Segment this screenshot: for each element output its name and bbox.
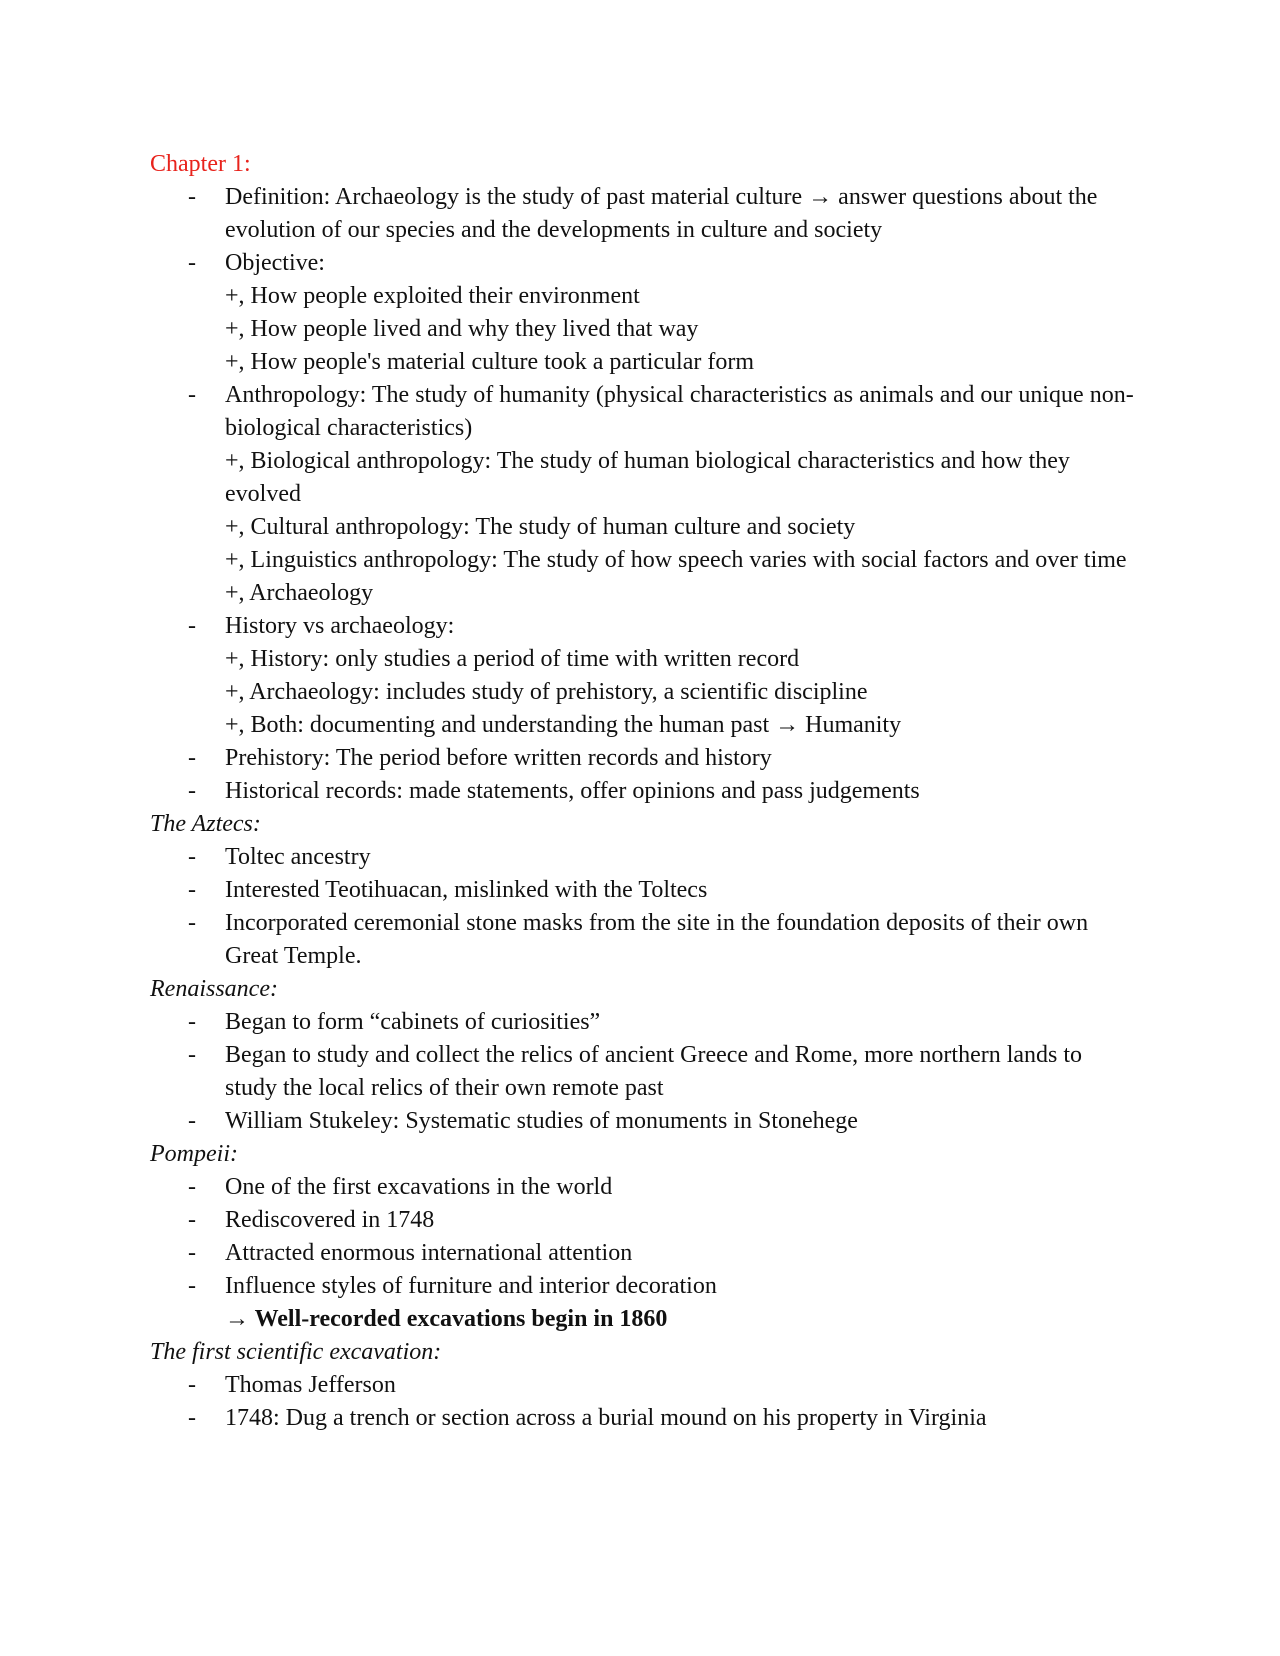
sub-point: +, History: only studies a period of time with written record xyxy=(225,646,800,672)
bullet-text: Thomas Jefferson xyxy=(225,1372,396,1398)
notes-section xyxy=(150,808,1140,973)
bullet-list xyxy=(150,1171,1140,1336)
section-heading: Renaissance: xyxy=(150,976,278,1002)
bullet-list xyxy=(150,1006,1140,1138)
dash-bullet-icon: - xyxy=(188,250,196,276)
bullet-text: Definition: Archaeology is the study of past material culture → answer questions about the evolution of our species and the developments in culture and society xyxy=(225,184,1098,243)
bullet-item xyxy=(150,1369,1140,1402)
dash-bullet-icon: - xyxy=(188,1042,196,1068)
section-heading: The first scientific excavation: xyxy=(150,1339,442,1365)
dash-bullet-icon: - xyxy=(188,1174,196,1200)
notes-section xyxy=(150,973,1140,1138)
bullet-text: Rediscovered in 1748 xyxy=(225,1207,435,1233)
bullet-item xyxy=(150,742,1140,775)
bullet-item xyxy=(150,874,1140,907)
dash-bullet-icon: - xyxy=(188,844,196,870)
sub-point: +, Archaeology: includes study of prehistory, a scientific discipline xyxy=(225,679,868,705)
dash-bullet-icon: - xyxy=(188,1273,196,1299)
bullet-text: Prehistory: The period before written records and history xyxy=(225,745,772,771)
bullet-item xyxy=(150,841,1140,874)
bullet-text: Objective: xyxy=(225,250,325,276)
bullet-text: History vs archaeology: xyxy=(225,613,455,639)
sub-point: +, How people's material culture took a particular form xyxy=(225,349,755,375)
dash-bullet-icon: - xyxy=(188,778,196,804)
notes-section xyxy=(150,1138,1140,1336)
notes-section xyxy=(150,1336,1140,1435)
dash-bullet-icon: - xyxy=(188,1207,196,1233)
chapter-heading: Chapter 1: xyxy=(150,151,251,177)
bullet-text: Anthropology: The study of humanity (physical characteristics as animals and our unique non-biological characteristics) xyxy=(225,382,1134,441)
dash-bullet-icon: - xyxy=(188,1405,196,1431)
bullet-list xyxy=(150,1369,1140,1435)
bullet-text: Influence styles of furniture and interior decoration xyxy=(225,1273,717,1299)
section-heading: The Aztecs: xyxy=(150,811,261,837)
bullet-item xyxy=(150,1105,1140,1138)
bullet-item xyxy=(150,610,1140,742)
bullet-list xyxy=(150,181,1140,808)
document-page xyxy=(150,148,1140,1435)
sub-point: +, Both: documenting and understanding the human past → Humanity xyxy=(225,712,902,738)
section-heading: Pompeii: xyxy=(150,1141,238,1167)
bullet-text: Attracted enormous international attention xyxy=(225,1240,633,1266)
dash-bullet-icon: - xyxy=(188,877,196,903)
dash-bullet-icon: - xyxy=(188,1108,196,1134)
bullet-text: Toltec ancestry xyxy=(225,844,371,870)
bullet-text: Incorporated ceremonial stone masks from the site in the foundation deposits of their own Great Temple. xyxy=(225,910,1089,969)
bullet-item xyxy=(150,1270,1140,1336)
bullet-item xyxy=(150,775,1140,808)
dash-bullet-icon: - xyxy=(188,1240,196,1266)
dash-bullet-icon: - xyxy=(188,745,196,771)
sub-point: +, How people lived and why they lived that way xyxy=(225,316,699,342)
dash-bullet-icon: - xyxy=(188,910,196,936)
bullet-item xyxy=(150,247,1140,379)
dash-bullet-icon: - xyxy=(188,613,196,639)
bullet-item xyxy=(150,907,1140,973)
bullet-item xyxy=(150,1237,1140,1270)
sub-point: +, Cultural anthropology: The study of human culture and society xyxy=(225,514,856,540)
sub-point: +, Linguistics anthropology: The study of how speech varies with social factors and over time xyxy=(225,547,1127,573)
bullet-text: One of the first excavations in the world xyxy=(225,1174,613,1200)
dash-bullet-icon: - xyxy=(188,1372,196,1398)
bullet-list xyxy=(150,841,1140,973)
dash-bullet-icon: - xyxy=(188,1009,196,1035)
notes-section xyxy=(150,148,1140,808)
bullet-item xyxy=(150,1006,1140,1039)
bullet-item xyxy=(150,379,1140,610)
bullet-text: Began to study and collect the relics of ancient Greece and Rome, more northern lands to study the local relics of their own remote past xyxy=(225,1042,1083,1101)
bullet-text: Interested Teotihuacan, mislinked with the Toltecs xyxy=(225,877,708,903)
sub-point: +, Archaeology xyxy=(225,580,374,606)
bullet-text: 1748: Dug a trench or section across a burial mound on his property in Virginia xyxy=(225,1405,987,1431)
bullet-text: Historical records: made statements, offer opinions and pass judgements xyxy=(225,778,920,804)
bullet-item xyxy=(150,1204,1140,1237)
dash-bullet-icon: - xyxy=(188,184,196,210)
bullet-item xyxy=(150,181,1140,247)
dash-bullet-icon: - xyxy=(188,382,196,408)
sub-point: +, How people exploited their environment xyxy=(225,283,640,309)
bullet-item xyxy=(150,1039,1140,1105)
bullet-text: Began to form “cabinets of curiosities” xyxy=(225,1009,601,1035)
sub-point: +, Biological anthropology: The study of human biological characteristics and how they evolved xyxy=(225,448,1070,507)
bullet-item xyxy=(150,1171,1140,1204)
bullet-item xyxy=(150,1402,1140,1435)
emphasized-sub-point: → Well-recorded excavations begin in 1860 xyxy=(225,1306,668,1332)
bullet-text: William Stukeley: Systematic studies of monuments in Stonehege xyxy=(225,1108,858,1134)
